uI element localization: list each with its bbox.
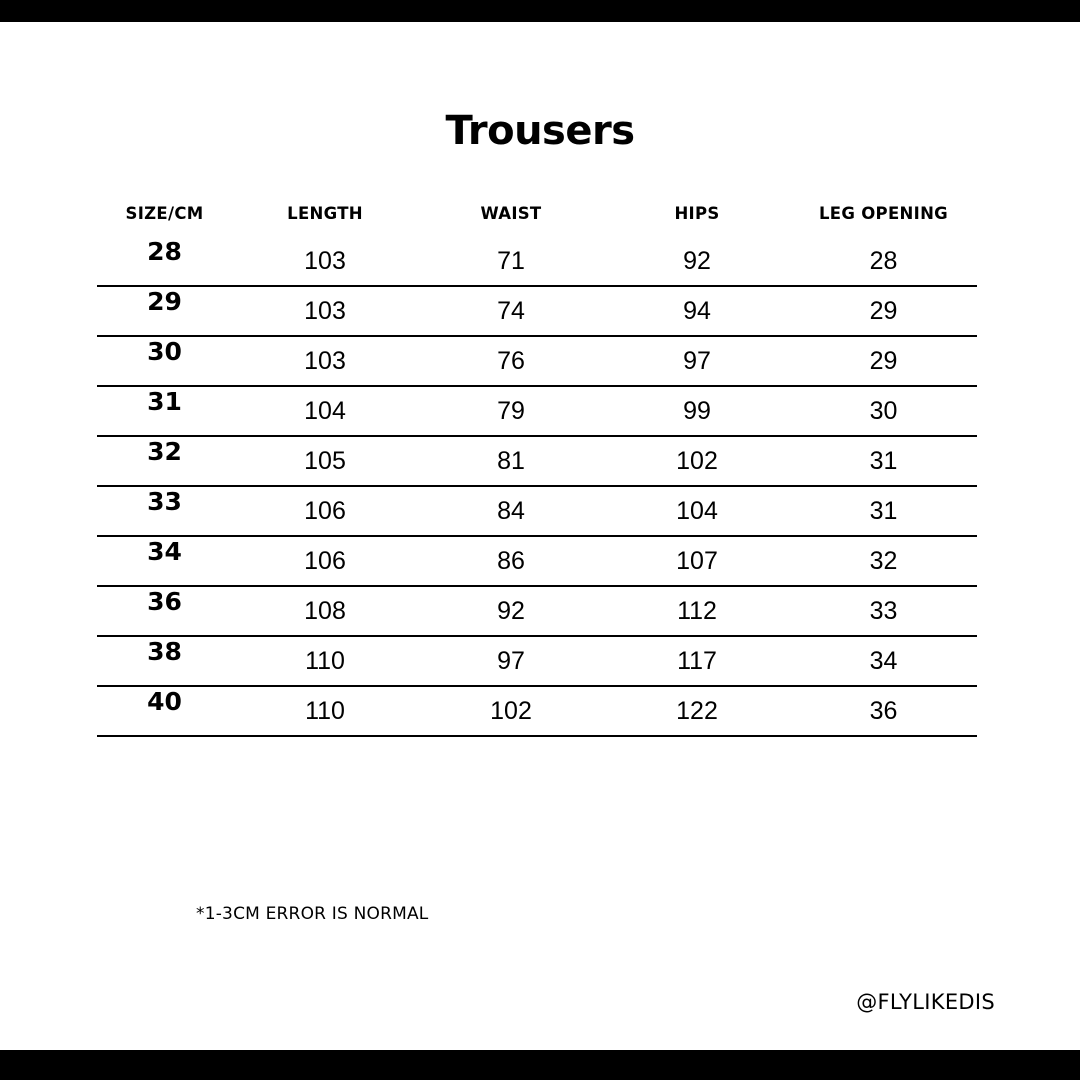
table-header — [97, 204, 977, 237]
cell-size: 31 — [97, 386, 232, 436]
cell-leg-opening: 29 — [790, 336, 977, 386]
cell-leg-opening: 30 — [790, 386, 977, 436]
cell-leg-opening: 31 — [790, 436, 977, 486]
cell-waist: 92 — [418, 586, 604, 636]
cell-leg-opening: 34 — [790, 636, 977, 686]
table-row — [97, 336, 977, 386]
cell-length: 106 — [232, 486, 418, 536]
cell-size: 28 — [97, 237, 232, 286]
size-chart-table-wrapper — [97, 204, 977, 737]
cell-waist: 102 — [418, 686, 604, 736]
cell-waist: 81 — [418, 436, 604, 486]
cell-size: 30 — [97, 336, 232, 386]
table-row — [97, 286, 977, 336]
cell-size: 29 — [97, 286, 232, 336]
cell-hips: 92 — [604, 237, 790, 286]
cell-hips: 99 — [604, 386, 790, 436]
table-row — [97, 586, 977, 636]
column-header-leg-opening: LEG OPENING — [818, 204, 949, 223]
cell-waist: 74 — [418, 286, 604, 336]
cell-hips: 104 — [604, 486, 790, 536]
cell-waist: 79 — [418, 386, 604, 436]
cell-size: 33 — [97, 486, 232, 536]
cell-hips: 117 — [604, 636, 790, 686]
table-header-row — [97, 204, 977, 237]
table-row — [97, 436, 977, 486]
column-header-waist: WAIST — [480, 204, 542, 223]
cell-length: 103 — [232, 336, 418, 386]
cell-length: 106 — [232, 536, 418, 586]
cell-length: 104 — [232, 386, 418, 436]
table-row — [97, 486, 977, 536]
size-chart-table — [97, 204, 977, 737]
cell-leg-opening: 36 — [790, 686, 977, 736]
cell-hips: 97 — [604, 336, 790, 386]
cell-hips: 112 — [604, 586, 790, 636]
social-handle: @FLYLIKEDIS — [856, 990, 995, 1014]
cell-size: 34 — [97, 536, 232, 586]
cell-leg-opening: 33 — [790, 586, 977, 636]
cell-size: 36 — [97, 586, 232, 636]
cell-length: 103 — [232, 237, 418, 286]
cell-leg-opening: 32 — [790, 536, 977, 586]
cell-length: 108 — [232, 586, 418, 636]
column-header-size: SIZE/CM — [125, 204, 204, 223]
cell-length: 103 — [232, 286, 418, 336]
cell-leg-opening: 31 — [790, 486, 977, 536]
content-sheet — [0, 22, 1080, 1050]
cell-size: 40 — [97, 686, 232, 736]
cell-leg-opening: 28 — [790, 237, 977, 286]
table-row — [97, 686, 977, 736]
cell-waist: 86 — [418, 536, 604, 586]
column-header-hips: HIPS — [674, 204, 720, 223]
table-row — [97, 636, 977, 686]
cell-hips: 102 — [604, 436, 790, 486]
column-header-length: LENGTH — [287, 204, 363, 223]
cell-size: 38 — [97, 636, 232, 686]
cell-size: 32 — [97, 436, 232, 486]
page-title: Trousers — [445, 108, 635, 154]
cell-waist: 84 — [418, 486, 604, 536]
table-row — [97, 386, 977, 436]
cell-hips: 122 — [604, 686, 790, 736]
cell-length: 110 — [232, 636, 418, 686]
table-row — [97, 536, 977, 586]
cell-hips: 94 — [604, 286, 790, 336]
cell-waist: 71 — [418, 237, 604, 286]
cell-waist: 76 — [418, 336, 604, 386]
table-row — [97, 237, 977, 286]
cell-length: 110 — [232, 686, 418, 736]
cell-length: 105 — [232, 436, 418, 486]
cell-leg-opening: 29 — [790, 286, 977, 336]
table-body — [97, 237, 977, 736]
measurement-note: *1-3CM ERROR IS NORMAL — [196, 904, 429, 924]
cell-hips: 107 — [604, 536, 790, 586]
cell-waist: 97 — [418, 636, 604, 686]
